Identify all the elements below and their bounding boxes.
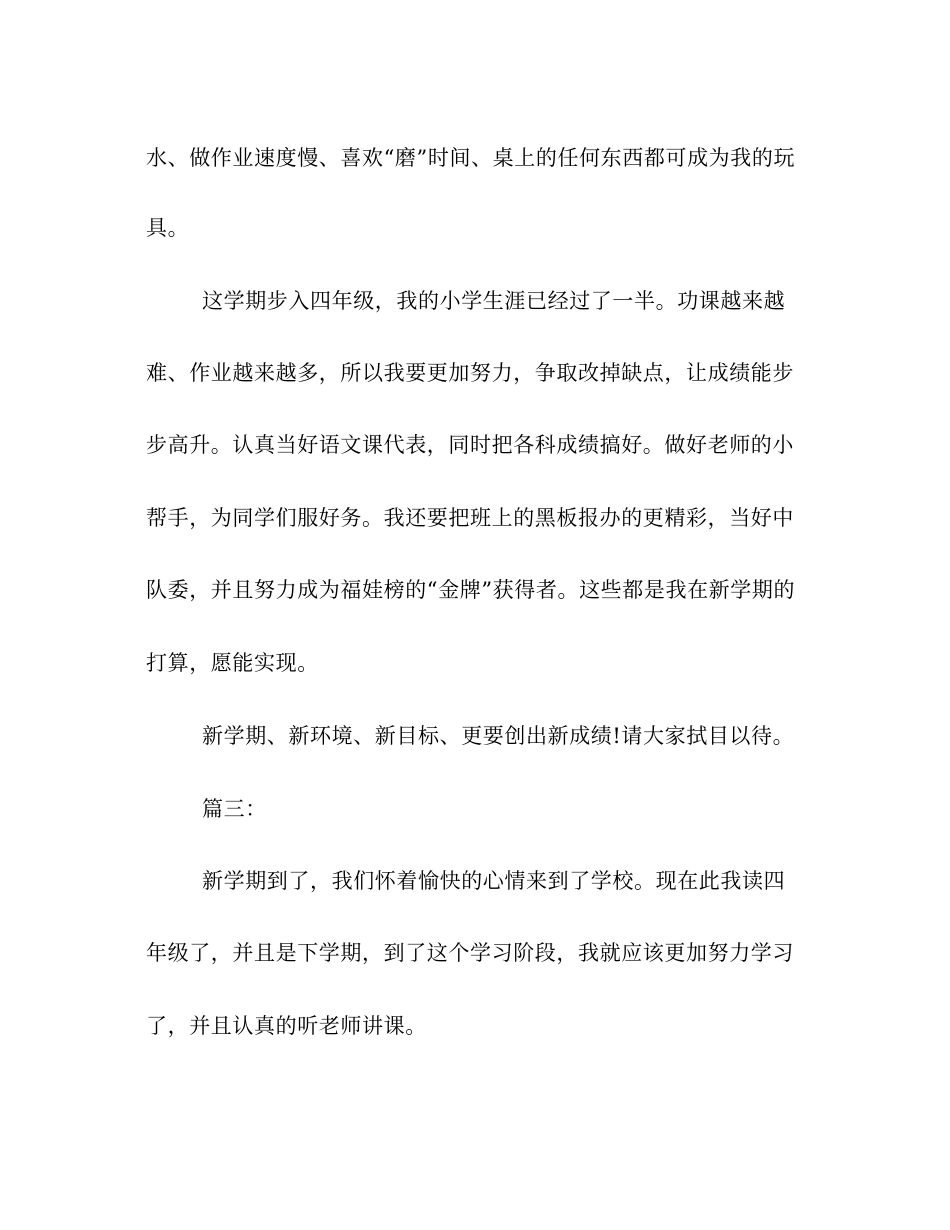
text-line: 难、作业越来越多，所以我要更加努力，争取改掉缺点，让成绩能步 xyxy=(146,361,794,385)
text-line: 队委，并且努力成为福娃榜的“金牌”获得者。这些都是我在新学期的 xyxy=(146,578,796,602)
paragraph-start-line: 这学期步入四年级，我的小学生涯已经过了一半。功课越来越 xyxy=(202,289,786,313)
paragraph-start-line: 新学期、新环境、新目标、更要创出新成绩!请大家拭目以待。 xyxy=(202,724,795,748)
paragraph-start-line: 新学期到了，我们怀着愉快的心情来到了学校。现在此我读四 xyxy=(202,869,786,893)
text-line: 水、做作业速度慢、喜欢“磨”时间、桌上的任何东西都可成为我的玩 xyxy=(146,146,796,170)
text-line: 打算，愿能实现。 xyxy=(146,651,319,675)
text-line: 帮手，为同学们服好务。我还要把班上的黑板报办的更精彩，当好中 xyxy=(146,506,794,530)
text-line: 年级了，并且是下学期，到了这个学习阶段，我就应该更加努力学习 xyxy=(146,941,794,965)
text-line: 了，并且认真的听老师讲课。 xyxy=(146,1014,427,1038)
section-heading: 篇三： xyxy=(202,797,267,821)
text-line: 具。 xyxy=(146,216,190,240)
text-line: 步高升。认真当好语文课代表，同时把各科成绩搞好。做好老师的小 xyxy=(146,433,794,457)
